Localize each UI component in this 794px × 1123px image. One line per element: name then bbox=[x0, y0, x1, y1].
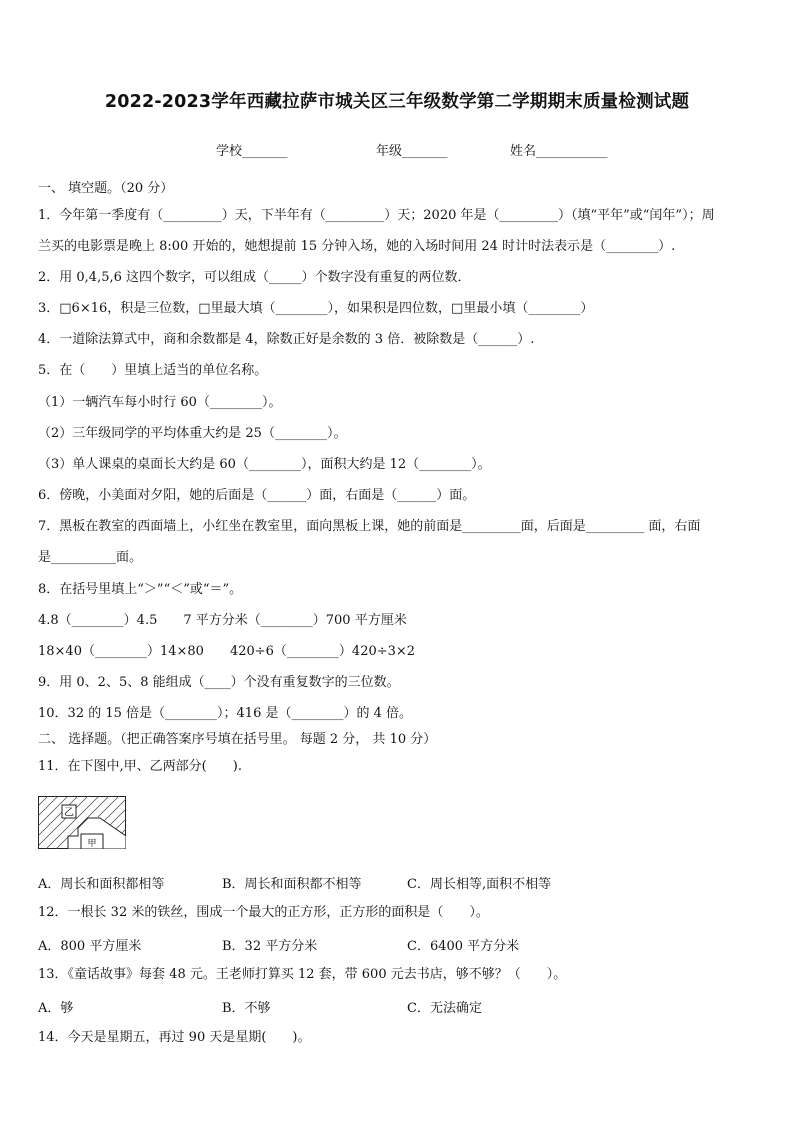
question-11-option-a: A．周长和面积都相等 bbox=[38, 877, 165, 892]
question-5: 5．在（ ）里填上适当的单位名称。 bbox=[38, 363, 268, 378]
question-12-option-c: C．6400 平方分米 bbox=[407, 939, 520, 954]
question-6: 6．傍晚，小美面对夕阳，她的后面是（______）面，右面是（______）面。 bbox=[38, 488, 476, 503]
question-5-2: （2）三年级同学的平均体重大约是 25（________）。 bbox=[38, 426, 347, 441]
question-8-row-1: 4.8（________）4.5 7 平方分米（________）700 平方厘米 bbox=[38, 613, 407, 628]
question-12-option-b: B．32 平方分米 bbox=[222, 939, 318, 954]
question-11-figure bbox=[38, 796, 126, 849]
question-5-3: （3）单人课桌的桌面长大约是 60（________），面积大约是 12（________）。 bbox=[38, 457, 491, 472]
question-13-option-a: A．够 bbox=[38, 1001, 74, 1016]
question-10: 10．32 的 15 倍是（________）；416 是（________）的 4 倍。 bbox=[38, 706, 413, 721]
grade-field: 年级_______ bbox=[376, 144, 448, 159]
question-5-1: （1）一辆汽车每小时行 60（________）。 bbox=[38, 395, 282, 410]
question-14: 14．今天是星期五，再过 90 天是星期( )。 bbox=[38, 1030, 311, 1045]
question-11: 11．在下图中,甲、乙两部分( ). bbox=[38, 759, 242, 774]
question-13-option-c: C．无法确定 bbox=[407, 1001, 482, 1016]
section-heading-multiple-choice: 二、 选择题。（把正确答案序号填在括号里。 每题 2 分， 共 10 分） bbox=[38, 732, 437, 747]
question-7-line-2: 是__________面。 bbox=[38, 550, 143, 565]
question-2: 2．用 0,4,5,6 这四个数字，可以组成（_____）个数字没有重复的两位数． bbox=[38, 270, 471, 285]
question-11-option-b: B．周长和面积都不相等 bbox=[222, 877, 362, 892]
name-field: 姓名___________ bbox=[510, 144, 608, 159]
question-7-line-1: 7．黑板在教室的西面墙上，小红坐在教室里，面向黑板上课，她的前面是_________面，后面是_________ 面，右面 bbox=[38, 519, 701, 534]
question-13-option-b: B．不够 bbox=[222, 1001, 271, 1016]
question-1-line-1: 1．今年第一季度有（_________）天，下半年有（_________）天；2020 年是（_________）（填“平年”或“闰年”）；周 bbox=[38, 208, 715, 223]
label-jia: 甲 bbox=[87, 839, 97, 849]
question-8-row-2: 18×40（________）14×80 420÷6（________）420÷3×2 bbox=[38, 644, 416, 659]
question-12: 12．一根长 32 米的铁丝，围成一个最大的正方形，正方形的面积是（ ）。 bbox=[38, 905, 489, 920]
school-field: 学校_______ bbox=[216, 144, 288, 159]
question-3: 3．□6×16，积是三位数，□里最大填（________），如果积是四位数，□里最小填（________） bbox=[38, 301, 594, 316]
question-13: 13．《童话故事》每套 48 元。王老师打算买 12 套，带 600 元去书店，够不够？（ ）。 bbox=[38, 967, 567, 982]
label-yi: 乙 bbox=[64, 807, 74, 819]
section-heading-fill-blank: 一、 填空题。（20 分） bbox=[38, 181, 174, 196]
question-8: 8．在括号里填上“＞”“＜”或“＝”。 bbox=[38, 582, 243, 597]
question-4: 4．一道除法算式中，商和余数都是 4，除数正好是余数的 3 倍．被除数是（______）. bbox=[38, 332, 535, 347]
question-12-option-a: A．800 平方厘米 bbox=[38, 939, 142, 954]
question-1-line-2: 兰买的电影票是晚上 8:00 开始的，她想提前 15 分钟入场，她的入场时间用 24 时计时法表示是（________）. bbox=[38, 239, 676, 254]
question-9: 9．用 0、2、5、8 能组成（____）个没有重复数字的三位数。 bbox=[38, 675, 400, 690]
question-11-option-c: C．周长相等,面积不相等 bbox=[407, 877, 552, 892]
page-title: 2022-2023学年西藏拉萨市城关区三年级数学第二学期期末质量检测试题 bbox=[104, 92, 690, 112]
